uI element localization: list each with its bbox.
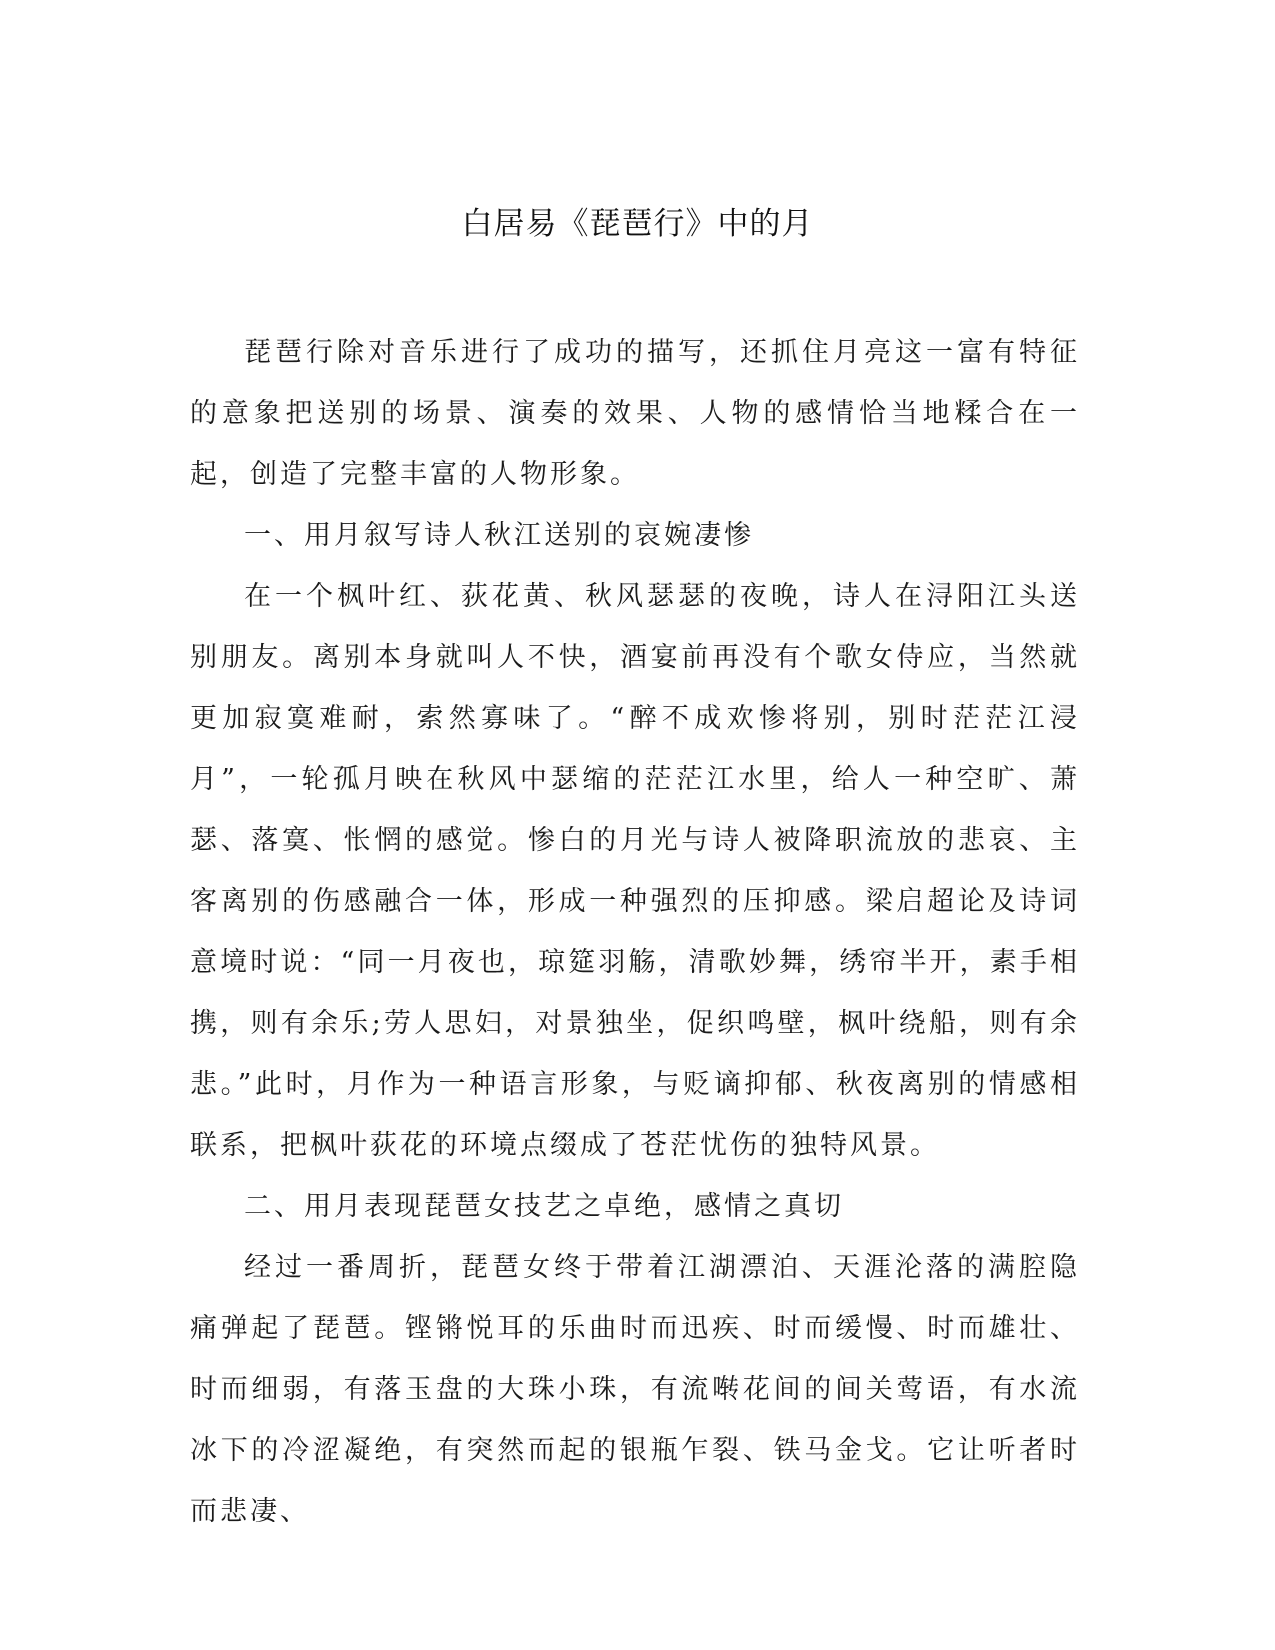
section-heading-1: 一、用月叙写诗人秋江送别的哀婉凄惨 xyxy=(244,520,754,551)
section-heading-2: 二、用月表现琵琶女技艺之卓绝，感情之真切 xyxy=(244,1191,844,1222)
document-body xyxy=(190,322,1080,1542)
paragraph-intro: 琵琶行除对音乐进行了成功的描写，还抓住月亮这一富有特征的意象把送别的场景、演奏的效果、人物的感情恰当地糅合在一起，创造了完整丰富的人物形象。 xyxy=(190,337,1080,490)
paragraph-section-2: 经过一番周折，琵琶女终于带着江湖漂泊、天涯沦落的满腔隐痛弹起了琵琶。铿锵悦耳的乐曲时而迅疾、时而缓慢、时而雄壮、时而细弱，有落玉盘的大珠小珠，有流啭花间的间关莺语，有水流冰下的冷涩凝绝，有突然而起的银瓶乍裂、铁马金戈。它让听者时而悲凄、 xyxy=(190,1252,1080,1527)
paragraph-section-1: 在一个枫叶红、荻花黄、秋风瑟瑟的夜晚，诗人在浔阳江头送别朋友。离别本身就叫人不快，酒宴前再没有个歌女侍应，当然就更加寂寞难耐，索然寡味了。“醉不成欢惨将别，别时茫茫江浸月”，一轮孤月映在秋风中瑟缩的茫茫江水里，给人一种空旷、萧瑟、落寞、怅惘的感觉。惨白的月光与诗人被降职流放的悲哀、主客离别的伤感融合一体，形成一种强烈的压抑感。梁启超论及诗词意境时说：“同一月夜也，琼筵羽觞，清歌妙舞，绣帘半开，素手相携，则有余乐;劳人思妇，对景独坐，促织鸣壁，枫叶绕船，则有余悲。”此时，月作为一种语言形象，与贬谪抑郁、秋夜离别的情感相联系，把枫叶荻花的环境点缀成了苍茫忧伤的独特风景。 xyxy=(190,581,1080,1161)
document-title: 白居易《琵琶行》中的月 xyxy=(461,206,814,242)
